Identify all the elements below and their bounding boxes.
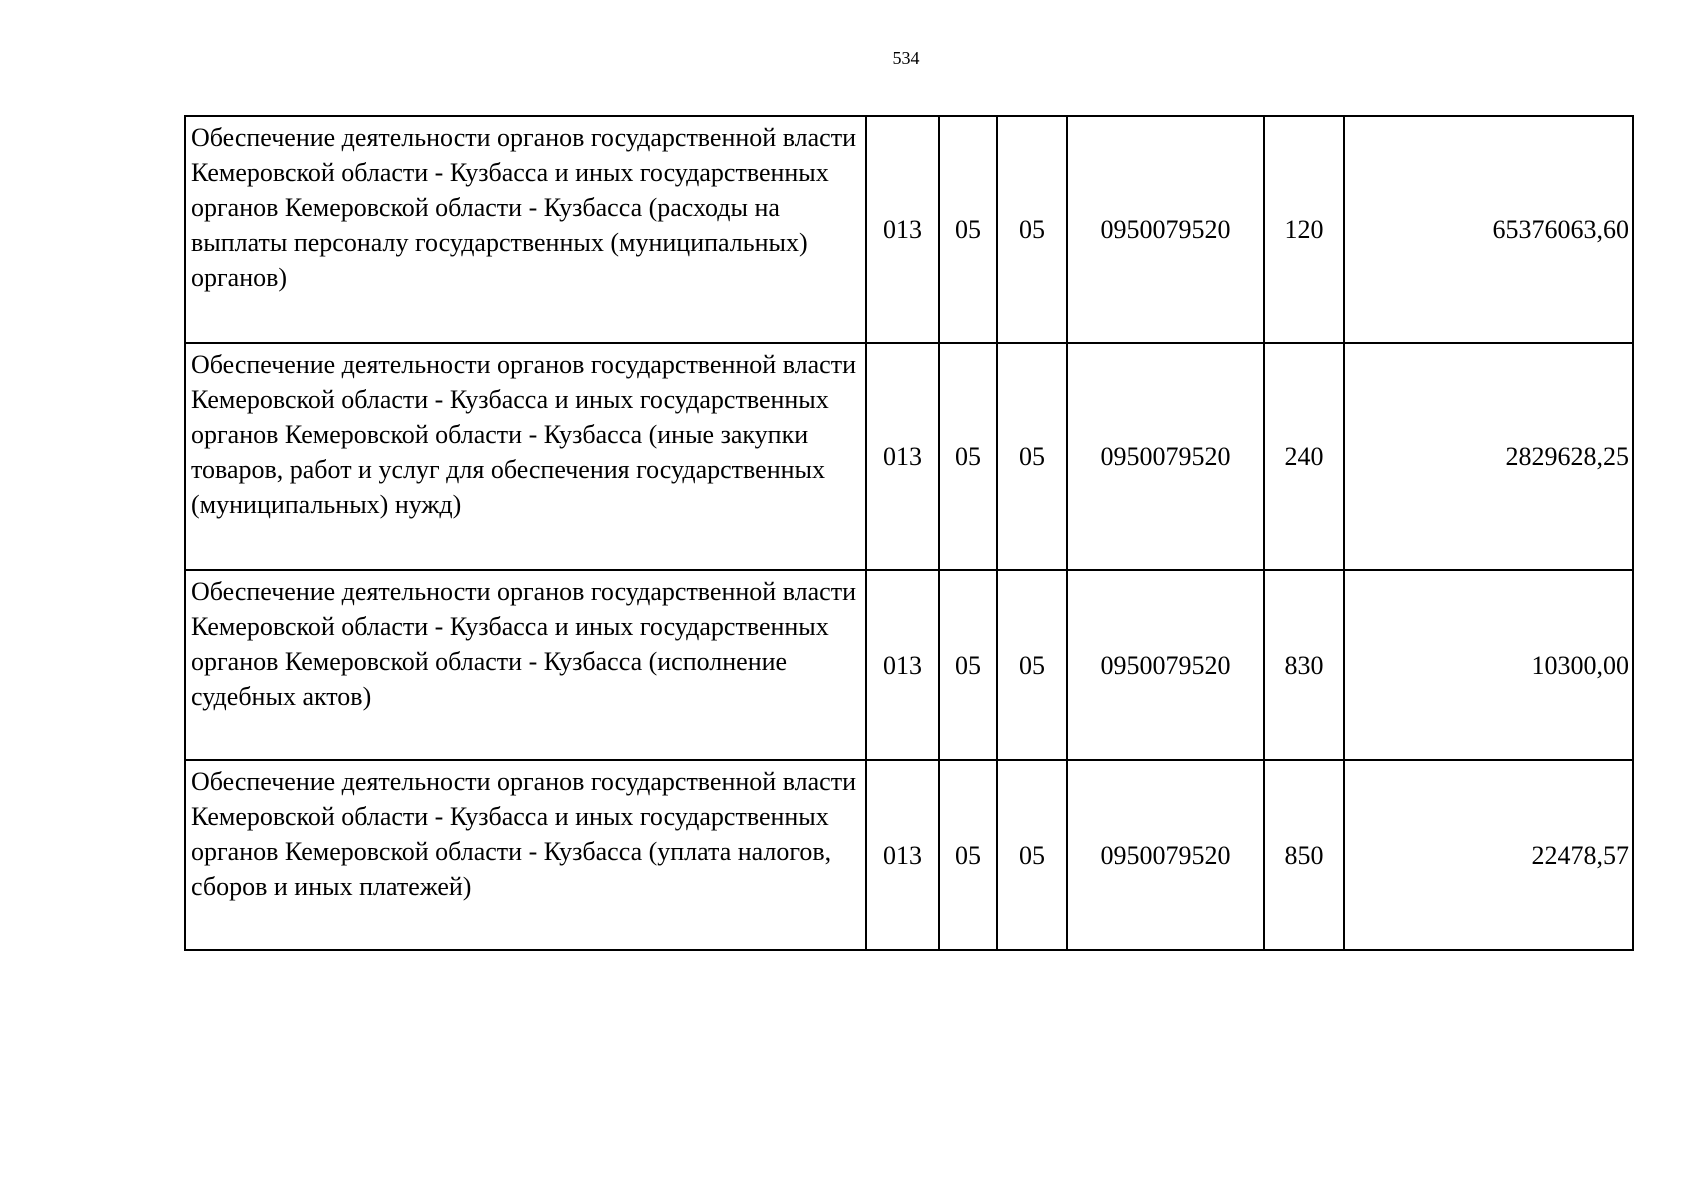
expense-type-code: 120 bbox=[1264, 116, 1344, 343]
amount-value: 2829628,25 bbox=[1344, 343, 1633, 570]
budget-table bbox=[184, 115, 1634, 951]
subsection-code: 05 bbox=[997, 760, 1067, 950]
expense-type-code: 850 bbox=[1264, 760, 1344, 950]
table-row bbox=[185, 343, 1633, 570]
table-row bbox=[185, 570, 1633, 760]
ministry-code: 013 bbox=[866, 570, 939, 760]
section-code: 05 bbox=[939, 116, 997, 343]
section-code: 05 bbox=[939, 760, 997, 950]
expense-description: Обеспечение деятельности органов государственной власти Кемеровской области - Кузбасса и иных государственных органов Кемеровской области - Кузбасса (уплата налогов, сборов и иных платежей) bbox=[185, 760, 866, 950]
target-article-code: 0950079520 bbox=[1067, 116, 1264, 343]
target-article-code: 0950079520 bbox=[1067, 343, 1264, 570]
expense-type-code: 830 bbox=[1264, 570, 1344, 760]
subsection-code: 05 bbox=[997, 116, 1067, 343]
ministry-code: 013 bbox=[866, 343, 939, 570]
ministry-code: 013 bbox=[866, 116, 939, 343]
target-article-code: 0950079520 bbox=[1067, 570, 1264, 760]
expense-description: Обеспечение деятельности органов государственной власти Кемеровской области - Кузбасса и иных государственных органов Кемеровской области - Кузбасса (иные закупки товаров, работ и услуг для обеспечения государственных (муниципальных) нужд) bbox=[185, 343, 866, 570]
expense-description: Обеспечение деятельности органов государственной власти Кемеровской области - Кузбасса и иных государственных органов Кемеровской области - Кузбасса (исполнение судебных актов) bbox=[185, 570, 866, 760]
section-code: 05 bbox=[939, 570, 997, 760]
amount-value: 22478,57 bbox=[1344, 760, 1633, 950]
target-article-code: 0950079520 bbox=[1067, 760, 1264, 950]
ministry-code: 013 bbox=[866, 760, 939, 950]
table-row bbox=[185, 116, 1633, 343]
page-number: 534 bbox=[892, 48, 920, 68]
amount-value: 10300,00 bbox=[1344, 570, 1633, 760]
amount-value: 65376063,60 bbox=[1344, 116, 1633, 343]
subsection-code: 05 bbox=[997, 570, 1067, 760]
subsection-code: 05 bbox=[997, 343, 1067, 570]
expense-description: Обеспечение деятельности органов государственной власти Кемеровской области - Кузбасса и иных государственных органов Кемеровской области - Кузбасса (расходы на выплаты персоналу государственных (муниципальных) органов) bbox=[185, 116, 866, 343]
expense-type-code: 240 bbox=[1264, 343, 1344, 570]
section-code: 05 bbox=[939, 343, 997, 570]
table-row bbox=[185, 760, 1633, 950]
